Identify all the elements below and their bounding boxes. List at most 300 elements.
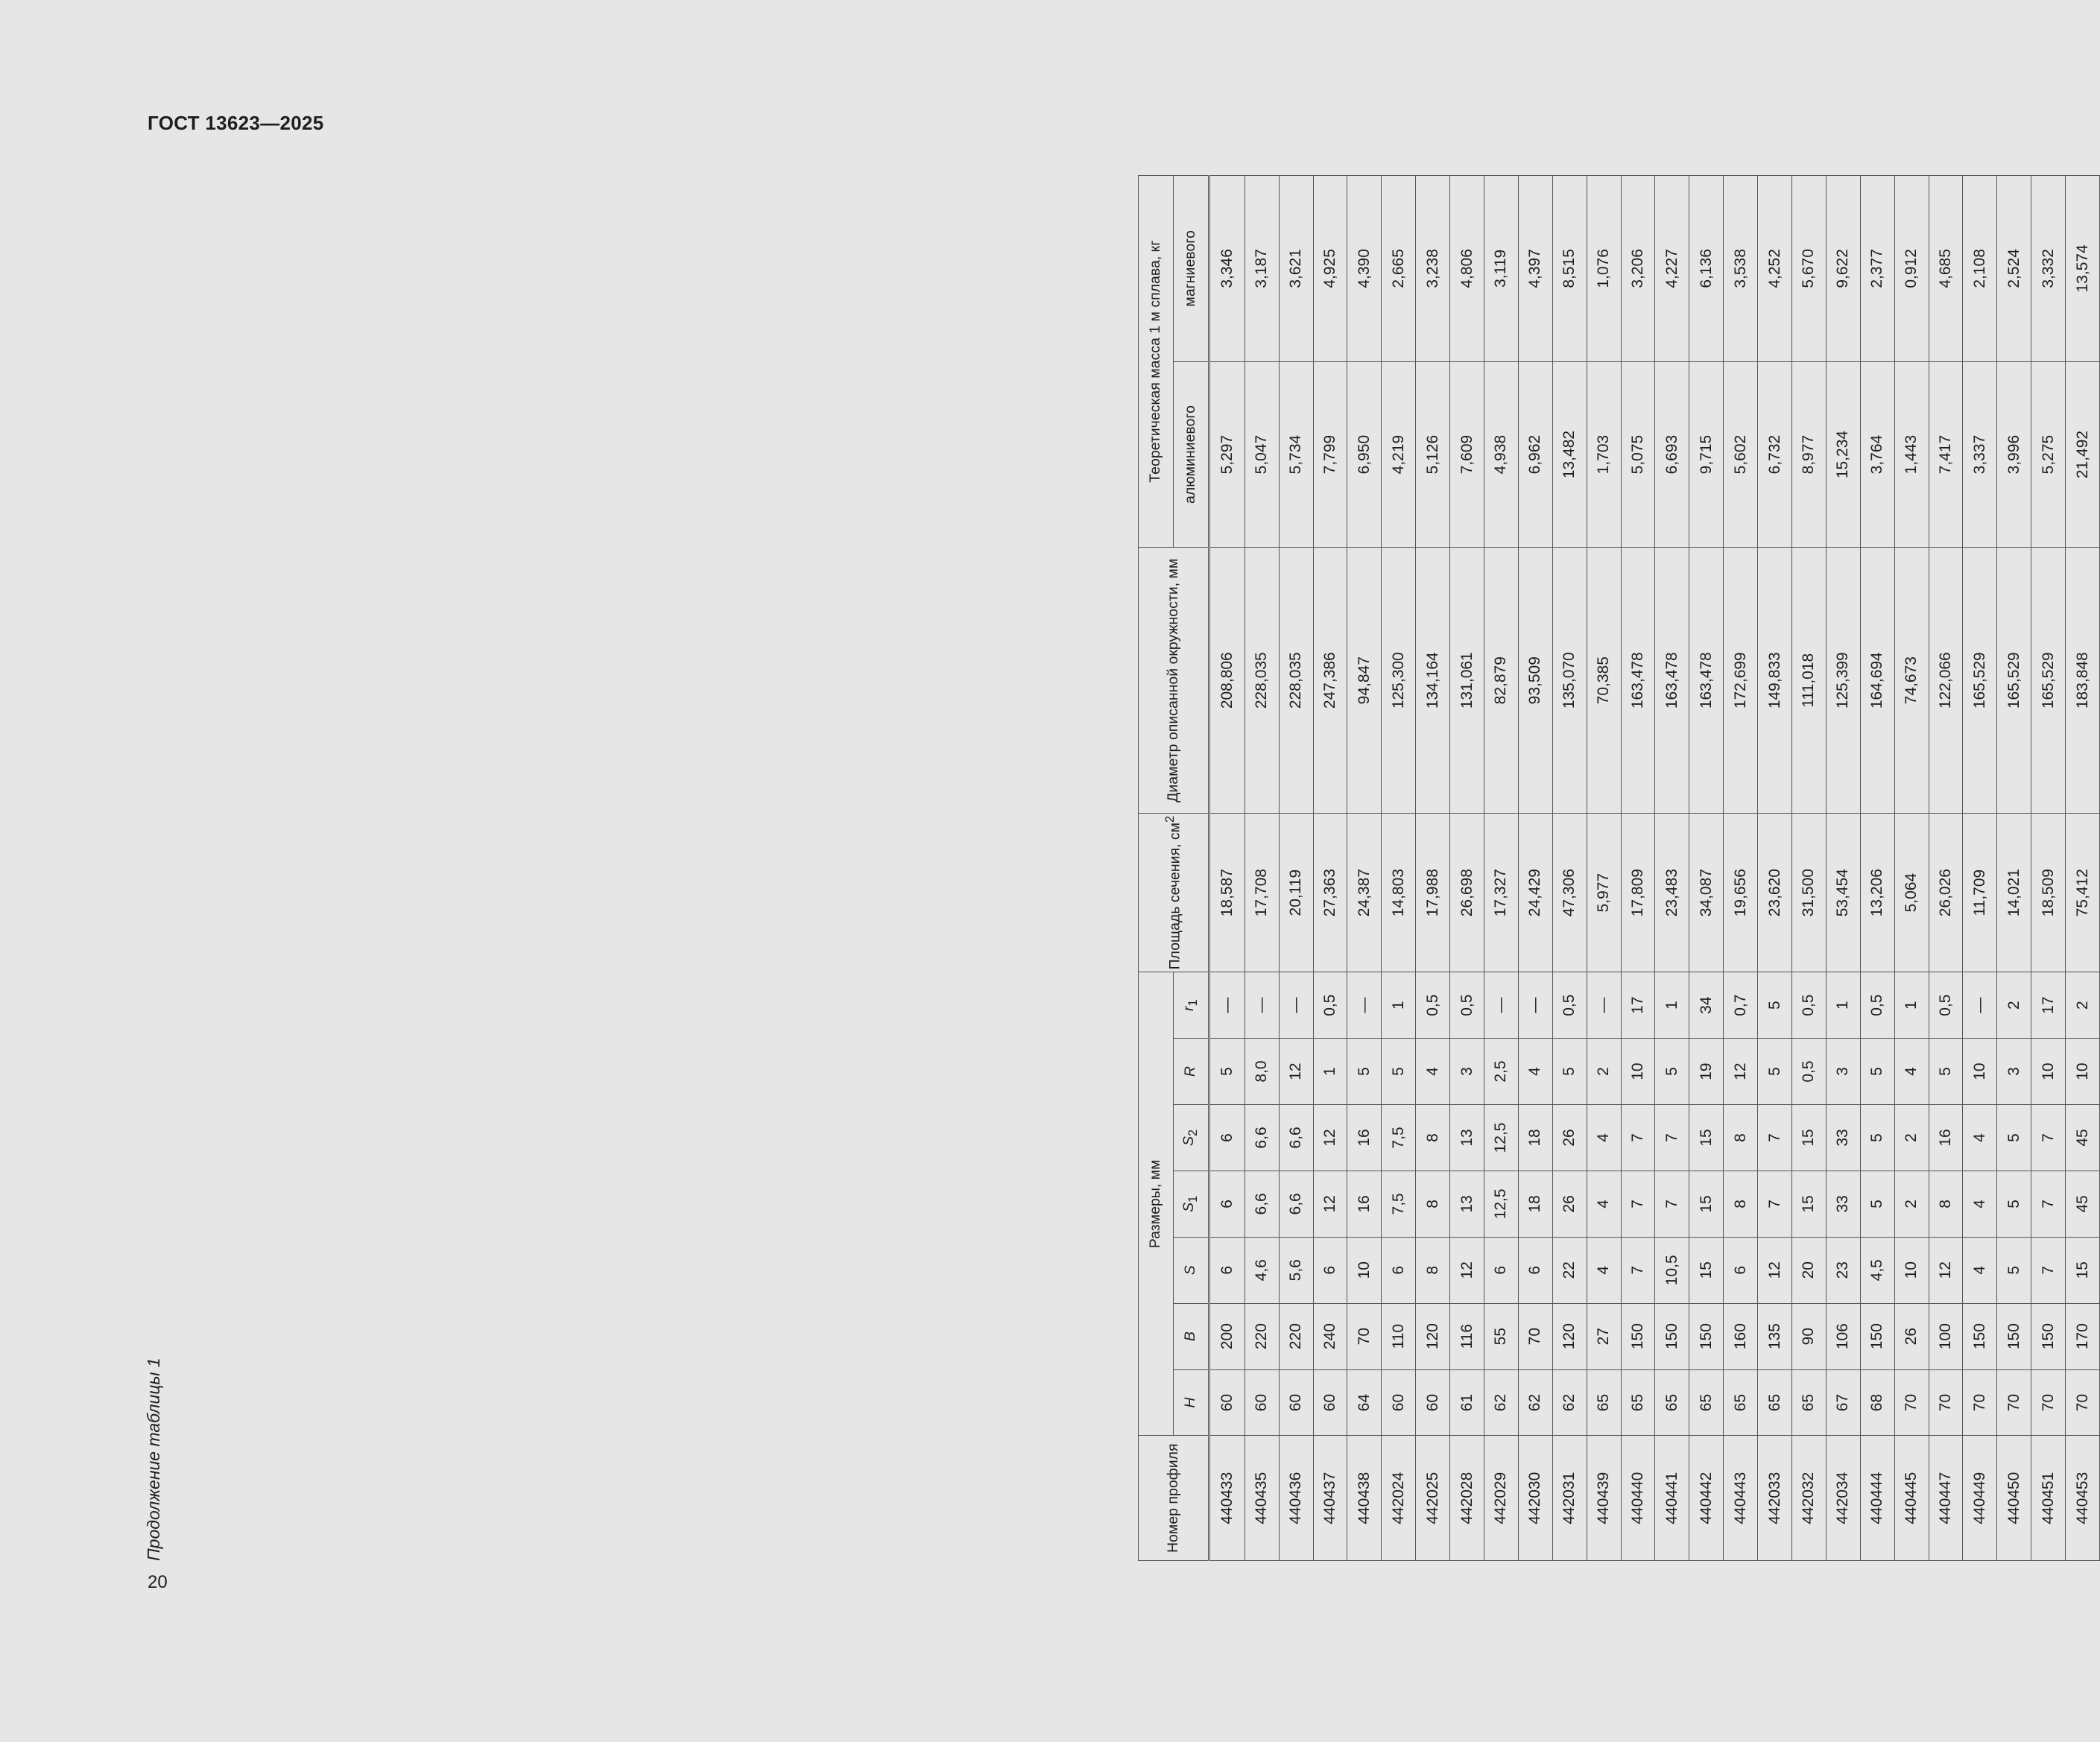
cell-B: 100 (1929, 1303, 1963, 1369)
cell-R: 3 (1997, 1039, 2031, 1105)
cell-profile-number: 440443 (1724, 1436, 1758, 1561)
cell-S1: 26 (1552, 1171, 1587, 1237)
cell-S1: 33 (1826, 1171, 1860, 1237)
cell-area: 5,977 (1587, 814, 1621, 972)
cell-S1: 15 (1791, 1171, 1826, 1237)
table-row (1655, 176, 1689, 1561)
cell-S2: 7 (2031, 1105, 2066, 1171)
cell-diameter: 163,478 (1621, 548, 1655, 814)
cell-area: 34,087 (1689, 814, 1724, 972)
cell-R: 8,0 (1244, 1039, 1279, 1105)
cell-S2: 8 (1724, 1105, 1758, 1171)
cell-B: 160 (1724, 1303, 1758, 1369)
cell-S2: 5 (1997, 1105, 2031, 1171)
cell-B: 26 (1894, 1303, 1929, 1369)
cell-mass-aluminium: 3,337 (1963, 361, 1997, 548)
cell-S2: 16 (1347, 1105, 1382, 1171)
header-S1-letter: S (1180, 1202, 1198, 1212)
cell-mass-magnesium: 3,538 (1724, 176, 1758, 362)
table-row (1450, 176, 1484, 1561)
cell-profile-number: 440439 (1587, 1436, 1621, 1561)
cell-profile-number: 442034 (1826, 1436, 1860, 1561)
cell-S2: 7,5 (1382, 1105, 1416, 1171)
cell-R: 5 (1929, 1039, 1963, 1105)
cell-B: 200 (1209, 1303, 1245, 1369)
cell-B: 70 (1347, 1303, 1382, 1369)
document-header: ГОСТ 13623—2025 (148, 112, 324, 134)
cell-r1: 0,5 (1313, 972, 1347, 1039)
cell-S: 5,6 (1279, 1237, 1313, 1303)
cell-area: 11,709 (1963, 814, 1997, 972)
cell-B: 150 (1997, 1303, 2031, 1369)
table-row (1997, 176, 2031, 1561)
cell-r1: — (1518, 972, 1552, 1039)
cell-area: 26,698 (1450, 814, 1484, 972)
cell-S1: 6 (1209, 1171, 1245, 1237)
cell-diameter: 122,066 (1929, 548, 1963, 814)
cell-mass-magnesium: 4,390 (1347, 176, 1382, 362)
table-row (2031, 176, 2066, 1561)
cell-S2: 15 (1689, 1105, 1724, 1171)
cell-S1: 7 (1655, 1171, 1689, 1237)
cell-S: 7 (2031, 1237, 2066, 1303)
cell-mass-aluminium: 8,977 (1791, 361, 1826, 548)
cell-mass-magnesium: 3,238 (1416, 176, 1450, 362)
cell-area: 17,327 (1484, 814, 1518, 972)
cell-area: 47,306 (1552, 814, 1587, 972)
cell-H: 62 (1484, 1369, 1518, 1436)
table-row (1894, 176, 1929, 1561)
cell-r1: 2 (2066, 972, 2100, 1039)
header-profile-number: Номер профиля (1139, 1436, 1209, 1561)
header-area-text: Площадь сечения, см (1166, 822, 1183, 970)
cell-S1: 8 (1416, 1171, 1450, 1237)
cell-S2: 18 (1518, 1105, 1552, 1171)
cell-B: 240 (1313, 1303, 1347, 1369)
cell-S2: 6 (1209, 1105, 1245, 1171)
header-sizes-group: Размеры, мм (1139, 972, 1174, 1436)
header-magnesium: магниевого (1174, 176, 1209, 362)
cell-S: 20 (1791, 1237, 1826, 1303)
cell-profile-number: 440440 (1621, 1436, 1655, 1561)
cell-diameter: 94,847 (1347, 548, 1382, 814)
cell-B: 120 (1416, 1303, 1450, 1369)
cell-mass-aluminium: 6,950 (1347, 361, 1382, 548)
cell-diameter: 82,879 (1484, 548, 1518, 814)
cell-R: 5 (1758, 1039, 1792, 1105)
cell-B: 70 (1518, 1303, 1552, 1369)
cell-S: 6 (1313, 1237, 1347, 1303)
cell-area: 18,509 (2031, 814, 2066, 972)
cell-H: 65 (1758, 1369, 1792, 1436)
cell-R: 5 (1209, 1039, 1245, 1105)
cell-diameter: 172,699 (1724, 548, 1758, 814)
cell-S1: 45 (2066, 1171, 2100, 1237)
cell-area: 17,809 (1621, 814, 1655, 972)
header-S1 (1174, 1171, 1209, 1237)
cell-S1: 8 (1929, 1171, 1963, 1237)
cell-area: 14,021 (1997, 814, 2031, 972)
cell-mass-magnesium: 6,136 (1689, 176, 1724, 362)
cell-R: 10 (2066, 1039, 2100, 1105)
cell-mass-aluminium: 6,962 (1518, 361, 1552, 548)
cell-mass-aluminium: 13,482 (1552, 361, 1587, 548)
cell-area: 75,412 (2066, 814, 2100, 972)
cell-S1: 16 (1347, 1171, 1382, 1237)
cell-profile-number: 440453 (2066, 1436, 2100, 1561)
cell-area: 23,483 (1655, 814, 1689, 972)
cell-r1: 0,5 (1791, 972, 1826, 1039)
cell-diameter: 93,509 (1518, 548, 1552, 814)
cell-S: 12 (1929, 1237, 1963, 1303)
table-row (2066, 176, 2100, 1561)
cell-R: 5 (1860, 1039, 1894, 1105)
cell-mass-aluminium: 5,297 (1209, 361, 1245, 548)
page-number: 20 (148, 1572, 168, 1592)
cell-mass-aluminium: 7,799 (1313, 361, 1347, 548)
cell-mass-aluminium: 6,693 (1655, 361, 1689, 548)
cell-R: 5 (1552, 1039, 1587, 1105)
cell-mass-magnesium: 2,524 (1997, 176, 2031, 362)
header-S2 (1174, 1105, 1209, 1171)
cell-r1: — (1279, 972, 1313, 1039)
cell-r1: — (1587, 972, 1621, 1039)
cell-B: 170 (2066, 1303, 2100, 1369)
cell-mass-magnesium: 4,252 (1758, 176, 1792, 362)
cell-S: 5 (1997, 1237, 2031, 1303)
cell-B: 116 (1450, 1303, 1484, 1369)
cell-R: 12 (1279, 1039, 1313, 1105)
cell-S2: 6,6 (1244, 1105, 1279, 1171)
cell-R: 4 (1416, 1039, 1450, 1105)
cell-B: 150 (1621, 1303, 1655, 1369)
cell-r1: — (1244, 972, 1279, 1039)
cell-r1: 17 (2031, 972, 2066, 1039)
cell-mass-aluminium: 5,734 (1279, 361, 1313, 548)
table-row (1552, 176, 1587, 1561)
cell-mass-aluminium: 4,938 (1484, 361, 1518, 548)
cell-mass-magnesium: 1,076 (1587, 176, 1621, 362)
header-H: H (1174, 1369, 1209, 1436)
cell-S1: 6,6 (1244, 1171, 1279, 1237)
cell-r1: 5 (1758, 972, 1792, 1039)
header-R: R (1174, 1039, 1209, 1105)
cell-mass-magnesium: 2,108 (1963, 176, 1997, 362)
cell-area: 20,119 (1279, 814, 1313, 972)
cell-R: 12 (1724, 1039, 1758, 1105)
cell-H: 61 (1450, 1369, 1484, 1436)
cell-H: 62 (1552, 1369, 1587, 1436)
cell-R: 2,5 (1484, 1039, 1518, 1105)
cell-H: 65 (1689, 1369, 1724, 1436)
header-r1-sub: 1 (1186, 999, 1201, 1007)
header-B: B (1174, 1303, 1209, 1369)
cell-H: 60 (1382, 1369, 1416, 1436)
cell-R: 4 (1518, 1039, 1552, 1105)
cell-r1: — (1209, 972, 1245, 1039)
header-aluminium: алюминиевого (1174, 361, 1209, 548)
cell-area: 14,803 (1382, 814, 1416, 972)
cell-r1: 1 (1826, 972, 1860, 1039)
cell-S: 6 (1724, 1237, 1758, 1303)
cell-H: 65 (1587, 1369, 1621, 1436)
cell-mass-magnesium: 0,912 (1894, 176, 1929, 362)
cell-diameter: 165,529 (2031, 548, 2066, 814)
cell-H: 70 (2066, 1369, 2100, 1436)
cell-S2: 7 (1621, 1105, 1655, 1171)
cell-mass-aluminium: 5,047 (1244, 361, 1279, 548)
cell-diameter: 165,529 (1963, 548, 1997, 814)
cell-R: 2 (1587, 1039, 1621, 1105)
cell-profile-number: 440442 (1689, 1436, 1724, 1561)
cell-diameter: 164,694 (1860, 548, 1894, 814)
table-row (1758, 176, 1792, 1561)
cell-H: 65 (1621, 1369, 1655, 1436)
cell-profile-number: 440447 (1929, 1436, 1963, 1561)
cell-area: 17,988 (1416, 814, 1450, 972)
cell-S: 6 (1382, 1237, 1416, 1303)
cell-profile-number: 440450 (1997, 1436, 2031, 1561)
cell-R: 10 (2031, 1039, 2066, 1105)
cell-r1: — (1347, 972, 1382, 1039)
table-row (1279, 176, 1313, 1561)
cell-S: 6 (1518, 1237, 1552, 1303)
cell-H: 65 (1724, 1369, 1758, 1436)
cell-diameter: 163,478 (1689, 548, 1724, 814)
table-row (1209, 176, 1245, 1561)
header-mass-group: Теоретическая масса 1 м сплава, кг (1139, 176, 1174, 548)
cell-B: 150 (2031, 1303, 2066, 1369)
cell-mass-magnesium: 3,187 (1244, 176, 1279, 362)
cell-H: 70 (2031, 1369, 2066, 1436)
cell-B: 135 (1758, 1303, 1792, 1369)
cell-S1: 13 (1450, 1171, 1484, 1237)
cell-H: 70 (1894, 1369, 1929, 1436)
cell-S1: 7,5 (1382, 1171, 1416, 1237)
cell-area: 5,064 (1894, 814, 1929, 972)
header-r1-letter: r (1180, 1006, 1198, 1011)
cell-S2: 15 (1791, 1105, 1826, 1171)
cell-B: 106 (1826, 1303, 1860, 1369)
cell-profile-number: 440437 (1313, 1436, 1347, 1561)
cell-B: 90 (1791, 1303, 1826, 1369)
cell-S: 12 (1450, 1237, 1484, 1303)
cell-area: 24,387 (1347, 814, 1382, 972)
cell-S1: 12,5 (1484, 1171, 1518, 1237)
cell-S1: 4 (1963, 1171, 1997, 1237)
cell-profile-number: 442025 (1416, 1436, 1450, 1561)
cell-diameter: 247,386 (1313, 548, 1347, 814)
cell-area: 26,026 (1929, 814, 1963, 972)
table-row (1313, 176, 1347, 1561)
cell-profile-number: 440451 (2031, 1436, 2066, 1561)
profile-table (1138, 175, 2100, 1561)
cell-S: 12 (1758, 1237, 1792, 1303)
cell-S: 23 (1826, 1237, 1860, 1303)
cell-area: 27,363 (1313, 814, 1347, 972)
cell-B: 150 (1655, 1303, 1689, 1369)
cell-mass-magnesium: 4,227 (1655, 176, 1689, 362)
cell-H: 70 (1963, 1369, 1997, 1436)
cell-mass-magnesium: 2,377 (1860, 176, 1894, 362)
cell-S1: 5 (1997, 1171, 2031, 1237)
cell-S: 15 (1689, 1237, 1724, 1303)
table-row (1518, 176, 1552, 1561)
cell-profile-number: 440435 (1244, 1436, 1279, 1561)
cell-r1: 17 (1621, 972, 1655, 1039)
cell-R: 10 (1621, 1039, 1655, 1105)
cell-mass-magnesium: 3,119 (1484, 176, 1518, 362)
cell-S: 7 (1621, 1237, 1655, 1303)
cell-R: 5 (1655, 1039, 1689, 1105)
cell-profile-number: 442031 (1552, 1436, 1587, 1561)
cell-diameter: 149,833 (1758, 548, 1792, 814)
cell-S2: 7 (1655, 1105, 1689, 1171)
cell-B: 110 (1382, 1303, 1416, 1369)
cell-r1: 34 (1689, 972, 1724, 1039)
cell-H: 67 (1826, 1369, 1860, 1436)
cell-B: 150 (1689, 1303, 1724, 1369)
cell-area: 18,587 (1209, 814, 1245, 972)
cell-r1: 1 (1655, 972, 1689, 1039)
table-row (1791, 176, 1826, 1561)
cell-S2: 13 (1450, 1105, 1484, 1171)
cell-S1: 6,6 (1279, 1171, 1313, 1237)
table-row (1860, 176, 1894, 1561)
cell-mass-magnesium: 13,574 (2066, 176, 2100, 362)
cell-mass-magnesium: 4,925 (1313, 176, 1347, 362)
cell-S: 10,5 (1655, 1237, 1689, 1303)
cell-S: 10 (1894, 1237, 1929, 1303)
cell-diameter: 134,164 (1416, 548, 1450, 814)
table-caption: Продолжение таблицы 1 (144, 1358, 163, 1561)
cell-H: 62 (1518, 1369, 1552, 1436)
cell-profile-number: 440438 (1347, 1436, 1382, 1561)
cell-mass-aluminium: 21,492 (2066, 361, 2100, 548)
cell-S: 4 (1587, 1237, 1621, 1303)
cell-diameter: 183,848 (2066, 548, 2100, 814)
cell-area: 24,429 (1518, 814, 1552, 972)
cell-r1: 0,5 (1929, 972, 1963, 1039)
cell-profile-number: 442024 (1382, 1436, 1416, 1561)
table-row (1963, 176, 1997, 1561)
cell-mass-aluminium: 5,075 (1621, 361, 1655, 548)
cell-diameter: 135,070 (1552, 548, 1587, 814)
cell-H: 60 (1313, 1369, 1347, 1436)
cell-H: 70 (1997, 1369, 2031, 1436)
header-S2-sub: 2 (1186, 1129, 1201, 1136)
cell-R: 4 (1894, 1039, 1929, 1105)
cell-mass-aluminium: 9,715 (1689, 361, 1724, 548)
cell-B: 27 (1587, 1303, 1621, 1369)
cell-mass-aluminium: 5,126 (1416, 361, 1450, 548)
table-row (1621, 176, 1655, 1561)
cell-R: 5 (1347, 1039, 1382, 1105)
cell-R: 3 (1450, 1039, 1484, 1105)
profile-table-container (1138, 175, 2100, 1561)
cell-S1: 5 (1860, 1171, 1894, 1237)
cell-S2: 33 (1826, 1105, 1860, 1171)
table-row (1587, 176, 1621, 1561)
cell-area: 31,500 (1791, 814, 1826, 972)
cell-r1: 2 (1997, 972, 2031, 1039)
cell-profile-number: 440449 (1963, 1436, 1997, 1561)
table-row (1244, 176, 1279, 1561)
cell-R: 1 (1313, 1039, 1347, 1105)
cell-profile-number: 440441 (1655, 1436, 1689, 1561)
table-row (1347, 176, 1382, 1561)
cell-r1: 0,5 (1552, 972, 1587, 1039)
cell-R: 0,5 (1791, 1039, 1826, 1105)
cell-diameter: 165,529 (1997, 548, 2031, 814)
header-diameter: Диаметр описанной окружности, мм (1139, 548, 1209, 814)
cell-mass-aluminium: 3,996 (1997, 361, 2031, 548)
cell-r1: 0,5 (1416, 972, 1450, 1039)
cell-H: 64 (1347, 1369, 1382, 1436)
cell-H: 68 (1860, 1369, 1894, 1436)
cell-mass-aluminium: 1,443 (1894, 361, 1929, 548)
cell-diameter: 228,035 (1244, 548, 1279, 814)
cell-S1: 12 (1313, 1171, 1347, 1237)
cell-B: 220 (1279, 1303, 1313, 1369)
cell-B: 220 (1244, 1303, 1279, 1369)
cell-S: 4,5 (1860, 1237, 1894, 1303)
cell-B: 55 (1484, 1303, 1518, 1369)
cell-mass-magnesium: 3,332 (2031, 176, 2066, 362)
cell-B: 150 (1860, 1303, 1894, 1369)
cell-H: 70 (1929, 1369, 1963, 1436)
cell-mass-aluminium: 5,275 (2031, 361, 2066, 548)
cell-B: 120 (1552, 1303, 1587, 1369)
cell-r1: — (1963, 972, 1997, 1039)
cell-profile-number: 442030 (1518, 1436, 1552, 1561)
cell-diameter: 70,385 (1587, 548, 1621, 814)
cell-mass-aluminium: 6,732 (1758, 361, 1792, 548)
cell-area: 53,454 (1826, 814, 1860, 972)
cell-S2: 5 (1860, 1105, 1894, 1171)
cell-S2: 4 (1587, 1105, 1621, 1171)
cell-R: 3 (1826, 1039, 1860, 1105)
cell-S: 6 (1484, 1237, 1518, 1303)
cell-mass-magnesium: 5,670 (1791, 176, 1826, 362)
table-row (1484, 176, 1518, 1561)
cell-area: 13,206 (1860, 814, 1894, 972)
cell-profile-number: 442028 (1450, 1436, 1484, 1561)
cell-S: 22 (1552, 1237, 1587, 1303)
cell-diameter: 131,061 (1450, 548, 1484, 814)
cell-mass-aluminium: 7,417 (1929, 361, 1963, 548)
header-r1 (1174, 972, 1209, 1039)
cell-mass-aluminium: 1,703 (1587, 361, 1621, 548)
header-area-sup: 2 (1163, 815, 1177, 823)
table-row (1689, 176, 1724, 1561)
cell-S: 4 (1963, 1237, 1997, 1303)
table-row (1929, 176, 1963, 1561)
cell-H: 60 (1244, 1369, 1279, 1436)
cell-diameter: 228,035 (1279, 548, 1313, 814)
cell-mass-aluminium: 15,234 (1826, 361, 1860, 548)
table-body (1209, 176, 2100, 1561)
cell-profile-number: 442032 (1791, 1436, 1826, 1561)
table-row (1382, 176, 1416, 1561)
cell-mass-magnesium: 3,206 (1621, 176, 1655, 362)
cell-S2: 26 (1552, 1105, 1587, 1171)
cell-area: 23,620 (1758, 814, 1792, 972)
cell-S: 10 (1347, 1237, 1382, 1303)
cell-diameter: 125,399 (1826, 548, 1860, 814)
cell-profile-number: 440444 (1860, 1436, 1894, 1561)
cell-S1: 18 (1518, 1171, 1552, 1237)
